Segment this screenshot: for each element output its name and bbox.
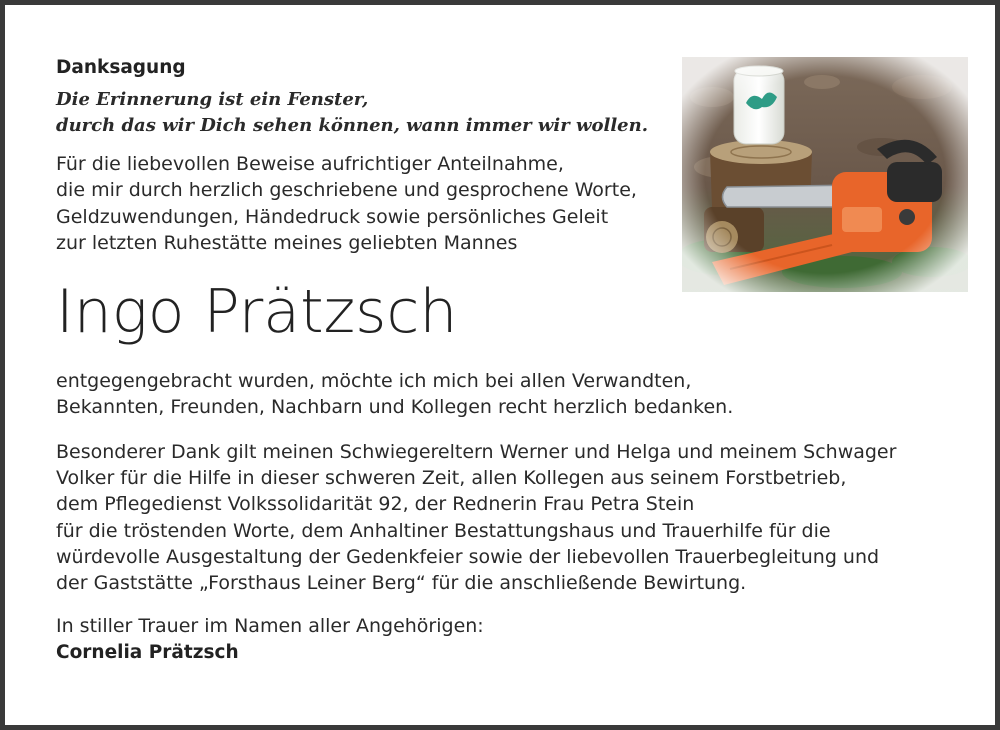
after-name-paragraph bbox=[56, 368, 956, 421]
after-name-line: entgegengebracht wurden, möchte ich mich bei allen Verwandten, bbox=[56, 370, 692, 393]
after-name-line: Bekannten, Freunden, Nachbarn und Kollegen recht herzlich bedanken. bbox=[56, 396, 734, 419]
closing-line: In stiller Trauer im Namen aller Angehörigen: bbox=[56, 614, 484, 637]
special-thanks-line: Volker für die Hilfe in dieser schweren Zeit, allen Kollegen aus seinem Forstbetrieb, bbox=[56, 467, 847, 490]
special-thanks-line: für die tröstenden Worte, dem Anhaltiner Bestattungshaus und Trauerhilfe für die bbox=[56, 519, 831, 542]
urn-chainsaw-photo bbox=[682, 57, 968, 292]
intro-line: die mir durch herzlich geschriebene und gesprochene Worte, bbox=[56, 179, 637, 202]
quote-line-1: Die Erinnerung ist ein Fenster, bbox=[56, 89, 369, 110]
special-thanks-line: würdevolle Ausgestaltung der Gedenkfeier sowie der liebevollen Trauerbegleitung und bbox=[56, 545, 880, 568]
quote-line-2: durch das wir Dich sehen können, wann immer wir wollen. bbox=[56, 115, 648, 136]
intro-line: Geldzuwendungen, Händedruck sowie persönliches Geleit bbox=[56, 205, 609, 228]
special-thanks-line: dem Pflegedienst Volkssolidarität 92, der Rednerin Frau Petra Stein bbox=[56, 493, 695, 516]
special-thanks-paragraph bbox=[56, 439, 956, 597]
intro-line: Für die liebevollen Beweise aufrichtiger Anteilnahme, bbox=[56, 153, 564, 175]
notice-heading: Danksagung bbox=[56, 57, 186, 78]
deceased-name: Ingo Prätzsch bbox=[56, 277, 458, 348]
special-thanks-line: Besonderer Dank gilt meinen Schwiegereltern Werner und Helga und meinem Schwager bbox=[56, 440, 897, 463]
signer-name: Cornelia Prätzsch bbox=[56, 641, 239, 663]
special-thanks-line: der Gaststätte „Forsthaus Leiner Berg“ für die anschließende Bewirtung. bbox=[56, 572, 747, 595]
intro-line: zur letzten Ruhestätte meines geliebten Mannes bbox=[56, 231, 518, 254]
